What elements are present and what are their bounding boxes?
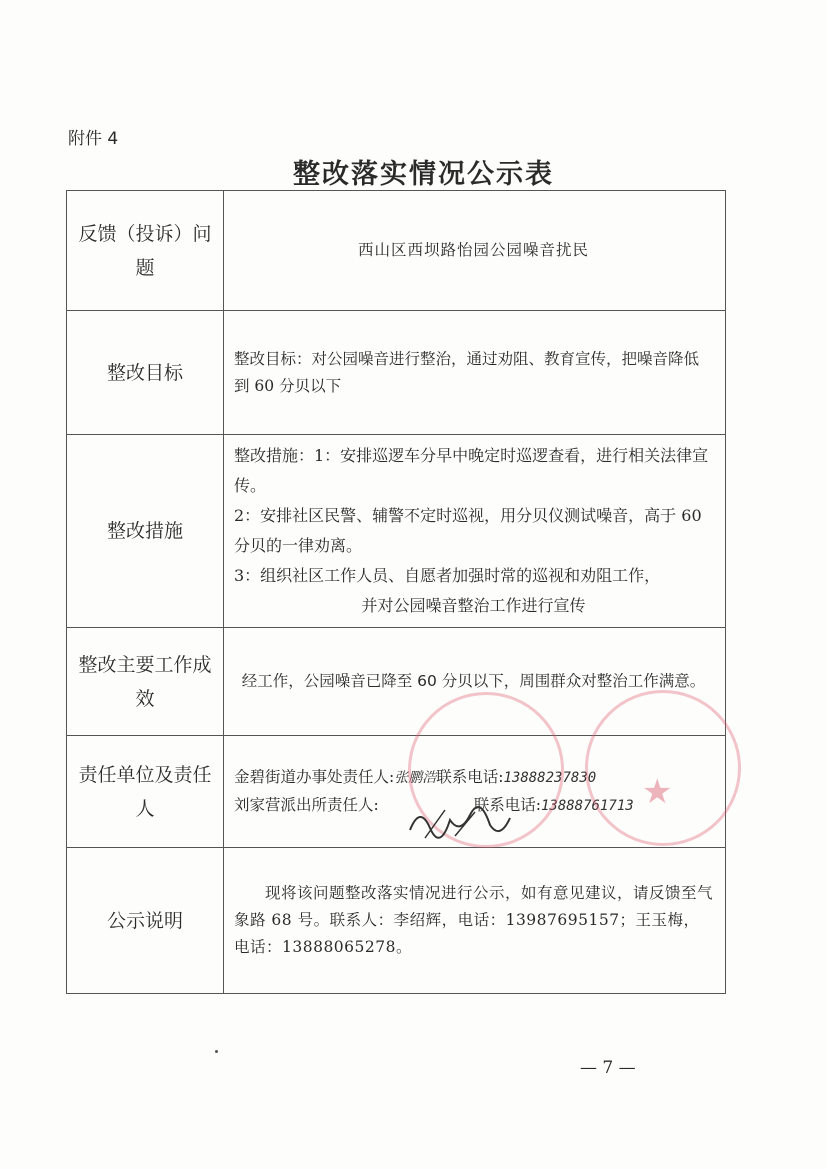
responsible-2-prefix: 刘家营派出所责任人: [234,795,379,814]
goal-label: 整改目标 [67,311,224,435]
problem-value: 西山区西坝路怡园公园噪音扰民 [224,191,726,311]
signature-1: 张鹏浩 [394,769,437,786]
responsible-1-phone: 13888237830 [503,769,597,786]
attachment-label: 附件 4 [68,129,119,149]
result-value: 经工作，公园噪音已降至 60 分贝以下，周围群众对整治工作满意。 [224,628,726,736]
responsible-1-phone-label: 联系电话: [436,767,504,786]
notice-value: 现将该问题整改落实情况进行公示，如有意见建议，请反馈至气象路 68 号。联系人：李绍辉，电话：13987695157；王玉梅，电话：13888065278。 [224,848,726,994]
problem-label: 反馈（投诉）问题 [67,191,224,311]
handwritten-signature [405,800,515,845]
table-row-measures [67,435,726,628]
official-seal-right [585,690,741,846]
responsible-1-prefix: 金碧街道办事处责任人: [234,767,395,786]
responsible-label: 责任单位及责任人 [67,736,224,848]
scan-speck [215,1050,218,1053]
measure-line-1: 整改措施：1：安排巡逻车分早中晚定时巡逻查看，进行相关法律宣传。 [234,446,709,495]
measure-line-3: 3：组织社区工作人员、自愿者加强时常的巡视和劝阻工作， [234,566,661,585]
measure-line-2: 2：安排社区民警、辅警不定时巡视，用分贝仪测试噪音，高于 60 分贝的一律劝离。 [234,506,702,555]
measure-line-4: 并对公园噪音整治工作进行宣传 [361,596,586,615]
goal-value: 整改目标：对公园噪音进行整治，通过劝阻、教育宣传，把噪音降低到 60 分贝以下 [224,311,726,435]
measure-label: 整改措施 [67,435,224,628]
table-row-goal [67,311,726,435]
measure-value [224,435,726,628]
table-row-notice [67,848,726,994]
notice-label: 公示说明 [67,848,224,994]
responsible-2-phone-label: 联系电话: [473,795,541,814]
document-title: 整改落实情况公示表 [293,159,554,190]
seal-star-icon: ★ [642,772,673,812]
rectification-table [66,190,726,994]
result-label: 整改主要工作成效 [67,628,224,736]
table-row-problem [67,191,726,311]
page-number: — 7 — [580,1058,636,1078]
responsible-2-phone: 13888761713 [540,797,634,814]
